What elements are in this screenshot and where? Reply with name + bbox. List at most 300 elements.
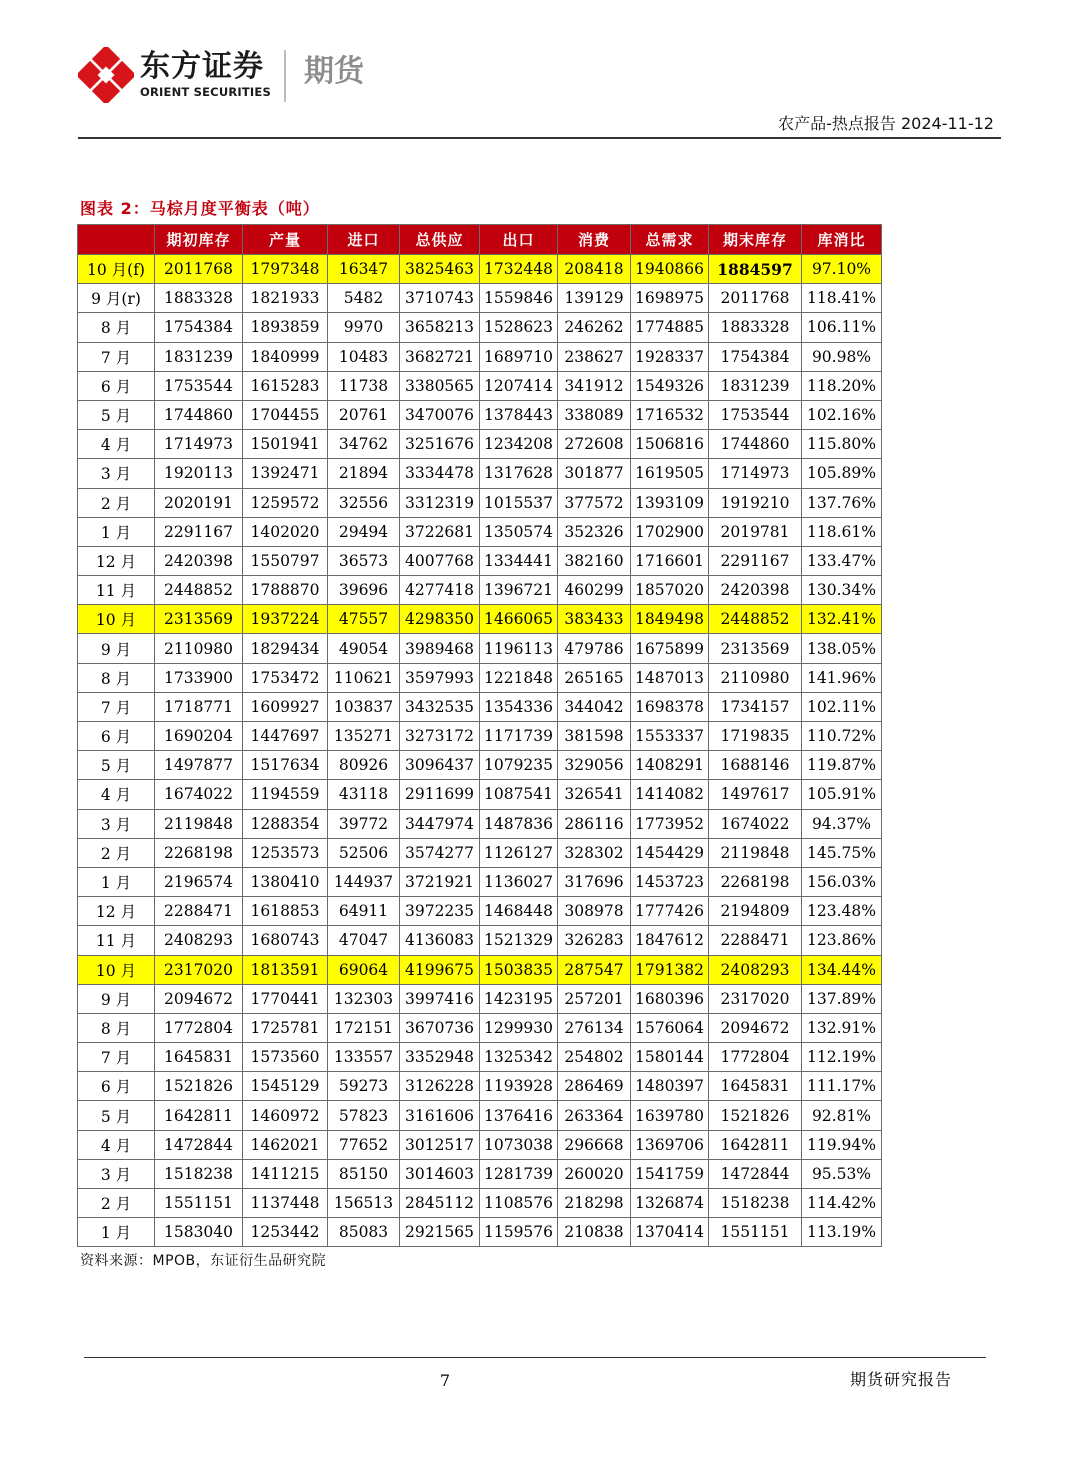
value-cell: 3989468 xyxy=(400,634,480,663)
value-cell: 1378443 xyxy=(480,400,558,429)
month-cell: 7 月 xyxy=(78,692,155,721)
month-cell: 12 月 xyxy=(78,897,155,926)
value-cell: 1497617 xyxy=(709,780,802,809)
footer-rule xyxy=(84,1357,986,1358)
value-cell: 118.20% xyxy=(802,371,882,400)
value-cell: 1645831 xyxy=(709,1072,802,1101)
value-cell: 90.98% xyxy=(802,342,882,371)
month-cell: 8 月 xyxy=(78,1013,155,1042)
value-cell: 1087541 xyxy=(480,780,558,809)
value-cell: 47557 xyxy=(328,605,400,634)
table-row xyxy=(78,1101,882,1130)
value-cell: 2313569 xyxy=(709,634,802,663)
value-cell: 16347 xyxy=(328,255,400,284)
table-row xyxy=(78,313,882,342)
value-cell: 1460972 xyxy=(243,1101,328,1130)
value-cell: 329056 xyxy=(558,751,631,780)
month-cell: 3 月 xyxy=(78,459,155,488)
value-cell: 1550797 xyxy=(243,546,328,575)
value-cell: 1354336 xyxy=(480,692,558,721)
value-cell: 2408293 xyxy=(155,926,243,955)
value-cell: 1734157 xyxy=(709,692,802,721)
value-cell: 4136083 xyxy=(400,926,480,955)
value-cell: 1580144 xyxy=(631,1043,709,1072)
value-cell: 286116 xyxy=(558,809,631,838)
table-row xyxy=(78,400,882,429)
source-note: 资料来源：MPOB，东证衍生品研究院 xyxy=(80,1253,327,1269)
value-cell: 326541 xyxy=(558,780,631,809)
logo-divider xyxy=(284,50,286,102)
value-cell: 1447697 xyxy=(243,722,328,751)
value-cell: 1772804 xyxy=(709,1043,802,1072)
value-cell: 1829434 xyxy=(243,634,328,663)
value-cell: 94.37% xyxy=(802,809,882,838)
value-cell: 3161606 xyxy=(400,1101,480,1130)
value-cell: 3721921 xyxy=(400,867,480,896)
value-cell: 133557 xyxy=(328,1043,400,1072)
value-cell: 1937224 xyxy=(243,605,328,634)
month-cell: 10 月(f) xyxy=(78,255,155,284)
value-cell: 3352948 xyxy=(400,1043,480,1072)
value-cell: 2196574 xyxy=(155,867,243,896)
value-cell: 1521826 xyxy=(155,1072,243,1101)
table-row xyxy=(78,634,882,663)
table-row xyxy=(78,1159,882,1188)
value-cell: 1884597 xyxy=(709,255,802,284)
table-row xyxy=(78,488,882,517)
value-cell: 1791382 xyxy=(631,955,709,984)
table-row xyxy=(78,342,882,371)
value-cell: 1259572 xyxy=(243,488,328,517)
value-cell: 1108576 xyxy=(480,1189,558,1218)
table-row xyxy=(78,1013,882,1042)
value-cell: 317696 xyxy=(558,867,631,896)
value-cell: 308978 xyxy=(558,897,631,926)
value-cell: 34762 xyxy=(328,430,400,459)
value-cell: 1716532 xyxy=(631,400,709,429)
company-name-en: ORIENT SECURITIES xyxy=(140,85,271,99)
value-cell: 1207414 xyxy=(480,371,558,400)
month-cell: 2 月 xyxy=(78,1189,155,1218)
value-cell: 2110980 xyxy=(155,634,243,663)
column-header: 总供应 xyxy=(400,225,480,255)
month-cell: 11 月 xyxy=(78,926,155,955)
value-cell: 1521329 xyxy=(480,926,558,955)
value-cell: 1714973 xyxy=(709,459,802,488)
value-cell: 1680396 xyxy=(631,984,709,1013)
table-row xyxy=(78,722,882,751)
value-cell: 110621 xyxy=(328,663,400,692)
header-rule xyxy=(78,137,1001,139)
value-cell: 1136027 xyxy=(480,867,558,896)
value-cell: 1698378 xyxy=(631,692,709,721)
value-cell: 296668 xyxy=(558,1130,631,1159)
value-cell: 1518238 xyxy=(709,1189,802,1218)
value-cell: 1506816 xyxy=(631,430,709,459)
company-logo-text xyxy=(140,50,271,100)
value-cell: 118.61% xyxy=(802,517,882,546)
value-cell: 97.10% xyxy=(802,255,882,284)
table-row xyxy=(78,1130,882,1159)
value-cell: 3470076 xyxy=(400,400,480,429)
table-row xyxy=(78,809,882,838)
value-cell: 2317020 xyxy=(709,984,802,1013)
value-cell: 115.80% xyxy=(802,430,882,459)
month-cell: 8 月 xyxy=(78,313,155,342)
value-cell: 1299930 xyxy=(480,1013,558,1042)
value-cell: 1454429 xyxy=(631,838,709,867)
value-cell: 352326 xyxy=(558,517,631,546)
value-cell: 1618853 xyxy=(243,897,328,926)
month-cell: 9 月 xyxy=(78,634,155,663)
value-cell: 3273172 xyxy=(400,722,480,751)
value-cell: 114.42% xyxy=(802,1189,882,1218)
table-row xyxy=(78,1072,882,1101)
value-cell: 1831239 xyxy=(709,371,802,400)
value-cell: 77652 xyxy=(328,1130,400,1159)
value-cell: 1376416 xyxy=(480,1101,558,1130)
value-cell: 1480397 xyxy=(631,1072,709,1101)
value-cell: 1317628 xyxy=(480,459,558,488)
value-cell: 39772 xyxy=(328,809,400,838)
value-cell: 139129 xyxy=(558,284,631,313)
value-cell: 1573560 xyxy=(243,1043,328,1072)
value-cell: 1370414 xyxy=(631,1218,709,1247)
value-cell: 3126228 xyxy=(400,1072,480,1101)
value-cell: 3447974 xyxy=(400,809,480,838)
value-cell: 210838 xyxy=(558,1218,631,1247)
value-cell: 1774885 xyxy=(631,313,709,342)
value-cell: 301877 xyxy=(558,459,631,488)
value-cell: 1753544 xyxy=(155,371,243,400)
value-cell: 1847612 xyxy=(631,926,709,955)
table-row xyxy=(78,255,882,284)
value-cell: 92.81% xyxy=(802,1101,882,1130)
value-cell: 260020 xyxy=(558,1159,631,1188)
value-cell: 144937 xyxy=(328,867,400,896)
value-cell: 1159576 xyxy=(480,1218,558,1247)
value-cell: 1813591 xyxy=(243,955,328,984)
value-cell: 1744860 xyxy=(709,430,802,459)
table-row xyxy=(78,459,882,488)
value-cell: 4007768 xyxy=(400,546,480,575)
table-row xyxy=(78,1189,882,1218)
value-cell: 3432535 xyxy=(400,692,480,721)
value-cell: 102.11% xyxy=(802,692,882,721)
value-cell: 479786 xyxy=(558,634,631,663)
table-row xyxy=(78,284,882,313)
value-cell: 110.72% xyxy=(802,722,882,751)
value-cell: 1788870 xyxy=(243,576,328,605)
value-cell: 1253573 xyxy=(243,838,328,867)
value-cell: 1194559 xyxy=(243,780,328,809)
value-cell: 3096437 xyxy=(400,751,480,780)
table-row xyxy=(78,576,882,605)
value-cell: 1797348 xyxy=(243,255,328,284)
table-row xyxy=(78,955,882,984)
value-cell: 1350574 xyxy=(480,517,558,546)
value-cell: 3997416 xyxy=(400,984,480,1013)
value-cell: 1754384 xyxy=(155,313,243,342)
value-cell: 105.91% xyxy=(802,780,882,809)
column-header: 产量 xyxy=(243,225,328,255)
value-cell: 145.75% xyxy=(802,838,882,867)
value-cell: 2313569 xyxy=(155,605,243,634)
value-cell: 1521826 xyxy=(709,1101,802,1130)
value-cell: 3597993 xyxy=(400,663,480,692)
value-cell: 141.96% xyxy=(802,663,882,692)
value-cell: 138.05% xyxy=(802,634,882,663)
value-cell: 1501941 xyxy=(243,430,328,459)
value-cell: 1849498 xyxy=(631,605,709,634)
month-cell: 4 月 xyxy=(78,430,155,459)
value-cell: 132303 xyxy=(328,984,400,1013)
value-cell: 1753472 xyxy=(243,663,328,692)
value-cell: 3670736 xyxy=(400,1013,480,1042)
value-cell: 106.11% xyxy=(802,313,882,342)
value-cell: 118.41% xyxy=(802,284,882,313)
value-cell: 1281739 xyxy=(480,1159,558,1188)
value-cell: 1541759 xyxy=(631,1159,709,1188)
month-cell: 1 月 xyxy=(78,1218,155,1247)
value-cell: 1171739 xyxy=(480,722,558,751)
value-cell: 1583040 xyxy=(155,1218,243,1247)
value-cell: 1137448 xyxy=(243,1189,328,1218)
value-cell: 246262 xyxy=(558,313,631,342)
table-row xyxy=(78,663,882,692)
value-cell: 2094672 xyxy=(155,984,243,1013)
month-cell: 9 月(r) xyxy=(78,284,155,313)
month-cell: 5 月 xyxy=(78,751,155,780)
value-cell: 135271 xyxy=(328,722,400,751)
month-cell: 7 月 xyxy=(78,342,155,371)
value-cell: 2011768 xyxy=(709,284,802,313)
month-cell: 4 月 xyxy=(78,1130,155,1159)
value-cell: 2921565 xyxy=(400,1218,480,1247)
value-cell: 2094672 xyxy=(709,1013,802,1042)
value-cell: 2291167 xyxy=(155,517,243,546)
value-cell: 2420398 xyxy=(709,576,802,605)
value-cell: 80926 xyxy=(328,751,400,780)
value-cell: 2119848 xyxy=(155,809,243,838)
value-cell: 1472844 xyxy=(155,1130,243,1159)
column-header: 库消比 xyxy=(802,225,882,255)
value-cell: 1393109 xyxy=(631,488,709,517)
value-cell: 344042 xyxy=(558,692,631,721)
value-cell: 208418 xyxy=(558,255,631,284)
value-cell: 1468448 xyxy=(480,897,558,926)
value-cell: 1919210 xyxy=(709,488,802,517)
table-row xyxy=(78,1218,882,1247)
value-cell: 49054 xyxy=(328,634,400,663)
value-cell: 1487013 xyxy=(631,663,709,692)
value-cell: 103837 xyxy=(328,692,400,721)
value-cell: 1528623 xyxy=(480,313,558,342)
value-cell: 156.03% xyxy=(802,867,882,896)
value-cell: 1674022 xyxy=(709,809,802,838)
value-cell: 238627 xyxy=(558,342,631,371)
value-cell: 1883328 xyxy=(155,284,243,313)
value-cell: 3710743 xyxy=(400,284,480,313)
value-cell: 383433 xyxy=(558,605,631,634)
value-cell: 1698975 xyxy=(631,284,709,313)
value-cell: 3251676 xyxy=(400,430,480,459)
value-cell: 276134 xyxy=(558,1013,631,1042)
value-cell: 1326874 xyxy=(631,1189,709,1218)
value-cell: 381598 xyxy=(558,722,631,751)
value-cell: 1462021 xyxy=(243,1130,328,1159)
table-row xyxy=(78,692,882,721)
value-cell: 1940866 xyxy=(631,255,709,284)
month-cell: 1 月 xyxy=(78,867,155,896)
value-cell: 3825463 xyxy=(400,255,480,284)
value-cell: 1472844 xyxy=(709,1159,802,1188)
value-cell: 287547 xyxy=(558,955,631,984)
month-cell: 2 月 xyxy=(78,488,155,517)
column-header: 期末库存 xyxy=(709,225,802,255)
month-cell: 8 月 xyxy=(78,663,155,692)
value-cell: 1253442 xyxy=(243,1218,328,1247)
month-cell: 11 月 xyxy=(78,576,155,605)
table-row xyxy=(78,926,882,955)
column-header: 总需求 xyxy=(631,225,709,255)
value-cell: 21894 xyxy=(328,459,400,488)
value-cell: 338089 xyxy=(558,400,631,429)
value-cell: 102.16% xyxy=(802,400,882,429)
value-cell: 1497877 xyxy=(155,751,243,780)
value-cell: 1719835 xyxy=(709,722,802,751)
value-cell: 218298 xyxy=(558,1189,631,1218)
value-cell: 1551151 xyxy=(155,1189,243,1218)
value-cell: 3012517 xyxy=(400,1130,480,1159)
value-cell: 2288471 xyxy=(155,897,243,926)
month-cell: 7 月 xyxy=(78,1043,155,1072)
value-cell: 1553337 xyxy=(631,722,709,751)
value-cell: 59273 xyxy=(328,1072,400,1101)
palm-oil-balance-table xyxy=(77,224,882,1247)
value-cell: 3574277 xyxy=(400,838,480,867)
value-cell: 2011768 xyxy=(155,255,243,284)
value-cell: 10483 xyxy=(328,342,400,371)
value-cell: 64911 xyxy=(328,897,400,926)
month-cell: 5 月 xyxy=(78,400,155,429)
value-cell: 1645831 xyxy=(155,1043,243,1072)
value-cell: 52506 xyxy=(328,838,400,867)
value-cell: 1733900 xyxy=(155,663,243,692)
table-row xyxy=(78,780,882,809)
value-cell: 1716601 xyxy=(631,546,709,575)
value-cell: 1503835 xyxy=(480,955,558,984)
table-row xyxy=(78,517,882,546)
value-cell: 1073038 xyxy=(480,1130,558,1159)
value-cell: 2110980 xyxy=(709,663,802,692)
table-caption: 图表 2：马棕月度平衡表（吨） xyxy=(80,199,320,218)
value-cell: 39696 xyxy=(328,576,400,605)
division-label: 期货 xyxy=(304,54,364,89)
value-cell: 2019781 xyxy=(709,517,802,546)
company-name-cn: 东方证券 xyxy=(140,49,264,84)
value-cell: 257201 xyxy=(558,984,631,1013)
value-cell: 137.89% xyxy=(802,984,882,1013)
value-cell: 11738 xyxy=(328,371,400,400)
value-cell: 1609927 xyxy=(243,692,328,721)
value-cell: 1688146 xyxy=(709,751,802,780)
value-cell: 1234208 xyxy=(480,430,558,459)
value-cell: 265165 xyxy=(558,663,631,692)
table-row xyxy=(78,751,882,780)
value-cell: 2268198 xyxy=(155,838,243,867)
table-row xyxy=(78,430,882,459)
value-cell: 3682721 xyxy=(400,342,480,371)
month-cell: 5 月 xyxy=(78,1101,155,1130)
value-cell: 2291167 xyxy=(709,546,802,575)
value-cell: 3722681 xyxy=(400,517,480,546)
value-cell: 1744860 xyxy=(155,400,243,429)
value-cell: 1402020 xyxy=(243,517,328,546)
table-row xyxy=(78,371,882,400)
value-cell: 1754384 xyxy=(709,342,802,371)
value-cell: 4298350 xyxy=(400,605,480,634)
value-cell: 1725781 xyxy=(243,1013,328,1042)
value-cell: 1619505 xyxy=(631,459,709,488)
value-cell: 1777426 xyxy=(631,897,709,926)
value-cell: 3014603 xyxy=(400,1159,480,1188)
value-cell: 1126127 xyxy=(480,838,558,867)
value-cell: 1193928 xyxy=(480,1072,558,1101)
value-cell: 1702900 xyxy=(631,517,709,546)
value-cell: 263364 xyxy=(558,1101,631,1130)
value-cell: 134.44% xyxy=(802,955,882,984)
value-cell: 156513 xyxy=(328,1189,400,1218)
value-cell: 254802 xyxy=(558,1043,631,1072)
value-cell: 1883328 xyxy=(709,313,802,342)
value-cell: 1325342 xyxy=(480,1043,558,1072)
value-cell: 1369706 xyxy=(631,1130,709,1159)
value-cell: 32556 xyxy=(328,488,400,517)
value-cell: 130.34% xyxy=(802,576,882,605)
value-cell: 137.76% xyxy=(802,488,882,517)
value-cell: 20761 xyxy=(328,400,400,429)
value-cell: 1411215 xyxy=(243,1159,328,1188)
value-cell: 1015537 xyxy=(480,488,558,517)
value-cell: 1840999 xyxy=(243,342,328,371)
value-cell: 123.86% xyxy=(802,926,882,955)
table-row xyxy=(78,897,882,926)
value-cell: 377572 xyxy=(558,488,631,517)
table-row xyxy=(78,1043,882,1072)
value-cell: 2408293 xyxy=(709,955,802,984)
value-cell: 2317020 xyxy=(155,955,243,984)
table-body xyxy=(78,255,882,1247)
value-cell: 119.94% xyxy=(802,1130,882,1159)
value-cell: 382160 xyxy=(558,546,631,575)
value-cell: 1396721 xyxy=(480,576,558,605)
value-cell: 9970 xyxy=(328,313,400,342)
value-cell: 3380565 xyxy=(400,371,480,400)
month-cell: 4 月 xyxy=(78,780,155,809)
value-cell: 1518238 xyxy=(155,1159,243,1188)
value-cell: 1689710 xyxy=(480,342,558,371)
month-cell: 3 月 xyxy=(78,1159,155,1188)
value-cell: 2268198 xyxy=(709,867,802,896)
value-cell: 112.19% xyxy=(802,1043,882,1072)
month-cell: 6 月 xyxy=(78,371,155,400)
month-cell: 10 月 xyxy=(78,605,155,634)
value-cell: 1545129 xyxy=(243,1072,328,1101)
value-cell: 1928337 xyxy=(631,342,709,371)
value-cell: 1517634 xyxy=(243,751,328,780)
value-cell: 1576064 xyxy=(631,1013,709,1042)
